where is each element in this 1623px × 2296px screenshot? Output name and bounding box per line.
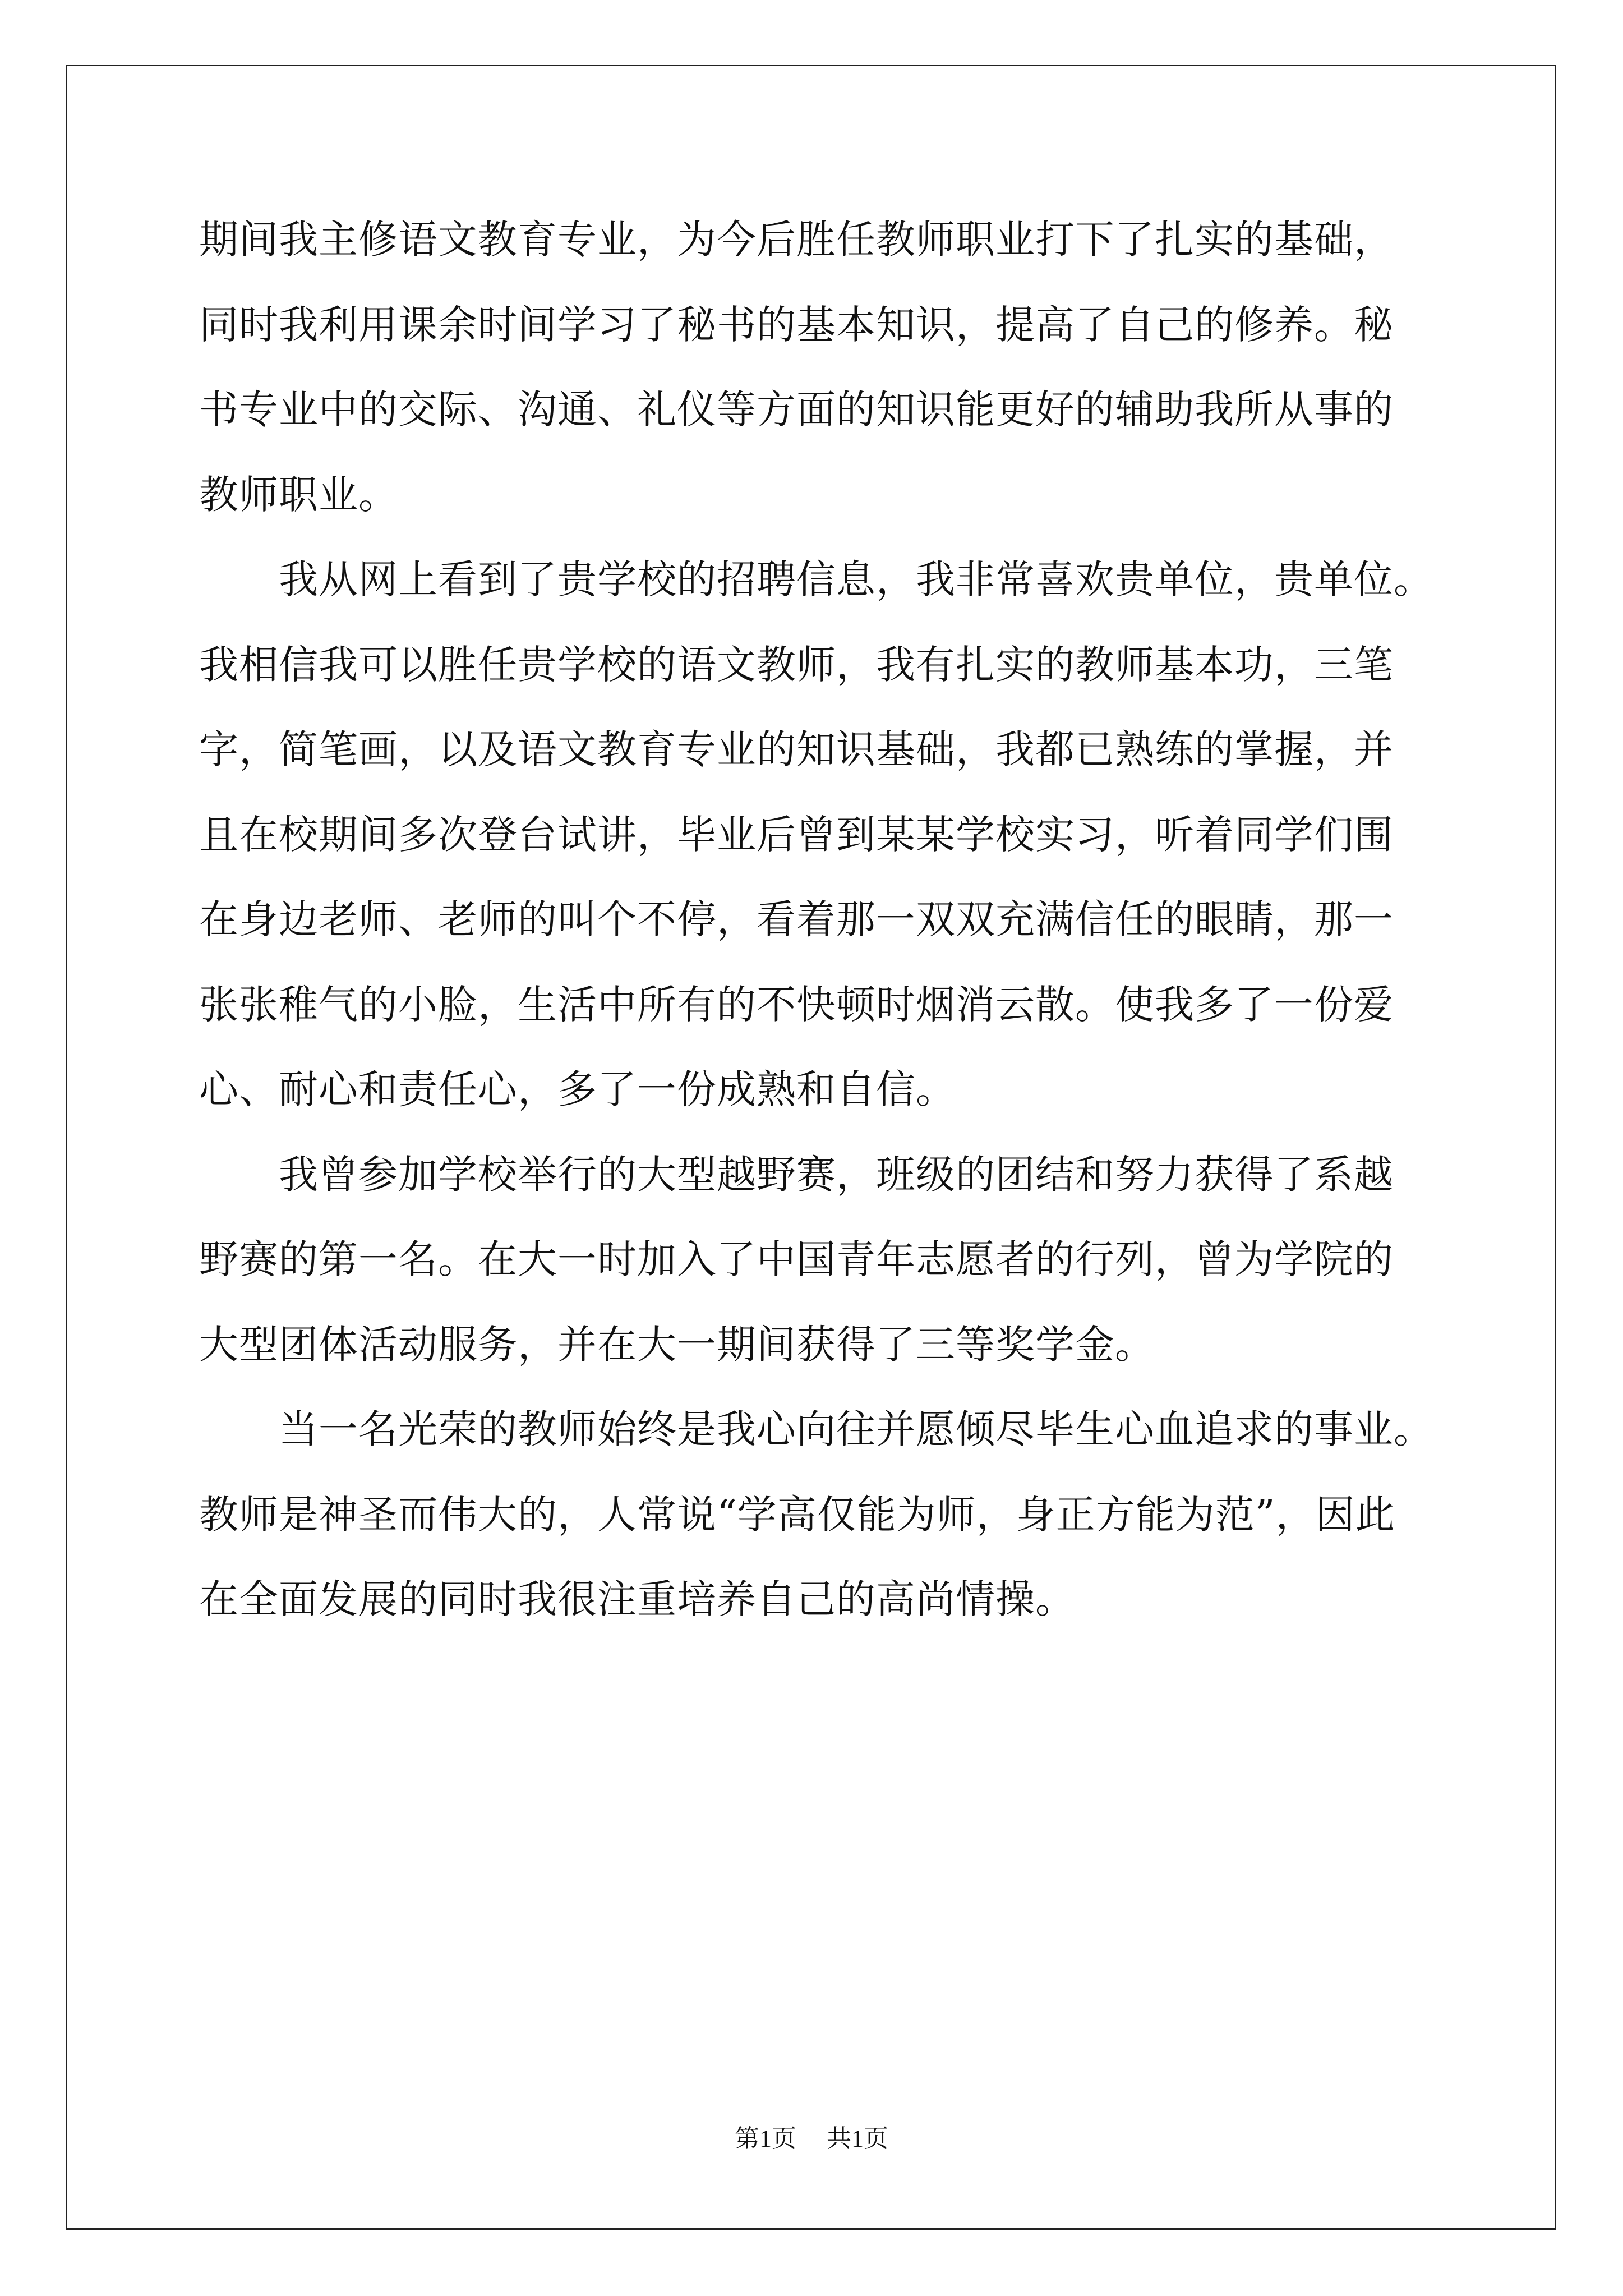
text-line: 教师职业。 bbox=[199, 471, 398, 518]
text-line: 教师是神圣而伟大的，人常说“学高仅能为师，身正方能为范”，因此 bbox=[199, 1491, 1395, 1538]
paragraph-start-line: 当一名光荣的教师始终是我心向往并愿倾尽毕生心血追求的事业。 bbox=[279, 1406, 1433, 1452]
text-line: 野赛的第一名。在大一时加入了中国青年志愿者的行列，曾为学院的 bbox=[199, 1236, 1394, 1282]
text-line: 在全面发展的同时我很注重培养自己的高尚情操。 bbox=[199, 1576, 1075, 1622]
paragraph-start-line: 我曾参加学校举行的大型越野赛，班级的团结和努力获得了系越 bbox=[279, 1151, 1394, 1198]
text-line: 同时我利用课余时间学习了秘书的基本知识，提高了自己的修养。秘 bbox=[199, 301, 1394, 348]
text-line: 我相信我可以胜任贵学校的语文教师，我有扎实的教师基本功，三笔 bbox=[199, 641, 1394, 688]
text-line: 字，简笔画，以及语文教育专业的知识基础，我都已熟练的掌握，并 bbox=[199, 726, 1394, 772]
text-line: 在身边老师、老师的叫个不停，看着那一双双充满信任的眼睛，那一 bbox=[199, 896, 1394, 942]
page-total: 共1页 bbox=[827, 2125, 888, 2152]
text-line: 书专业中的交际、沟通、礼仪等方面的知识能更好的辅助我所从事的 bbox=[199, 386, 1394, 432]
text-line: 张张稚气的小脸，生活中所有的不快顿时烟消云散。使我多了一份爱 bbox=[199, 981, 1394, 1028]
paragraph-start-line: 我从网上看到了贵学校的招聘信息，我非常喜欢贵单位，贵单位。 bbox=[279, 556, 1433, 602]
text-line: 大型团体活动服务，并在大一期间获得了三等奖学金。 bbox=[199, 1321, 1155, 1368]
page-number: 第1页 bbox=[735, 2125, 796, 2152]
text-line: 期间我主修语文教育专业，为今后胜任教师职业打下了扎实的基础， bbox=[199, 217, 1394, 263]
text-line: 心、耐心和责任心，多了一份成熟和自信。 bbox=[199, 1066, 956, 1112]
text-line: 且在校期间多次登台试讲，毕业后曾到某某学校实习，听着同学们围 bbox=[199, 811, 1394, 858]
document-body bbox=[199, 197, 1455, 1642]
page-footer bbox=[0, 2118, 1623, 2154]
